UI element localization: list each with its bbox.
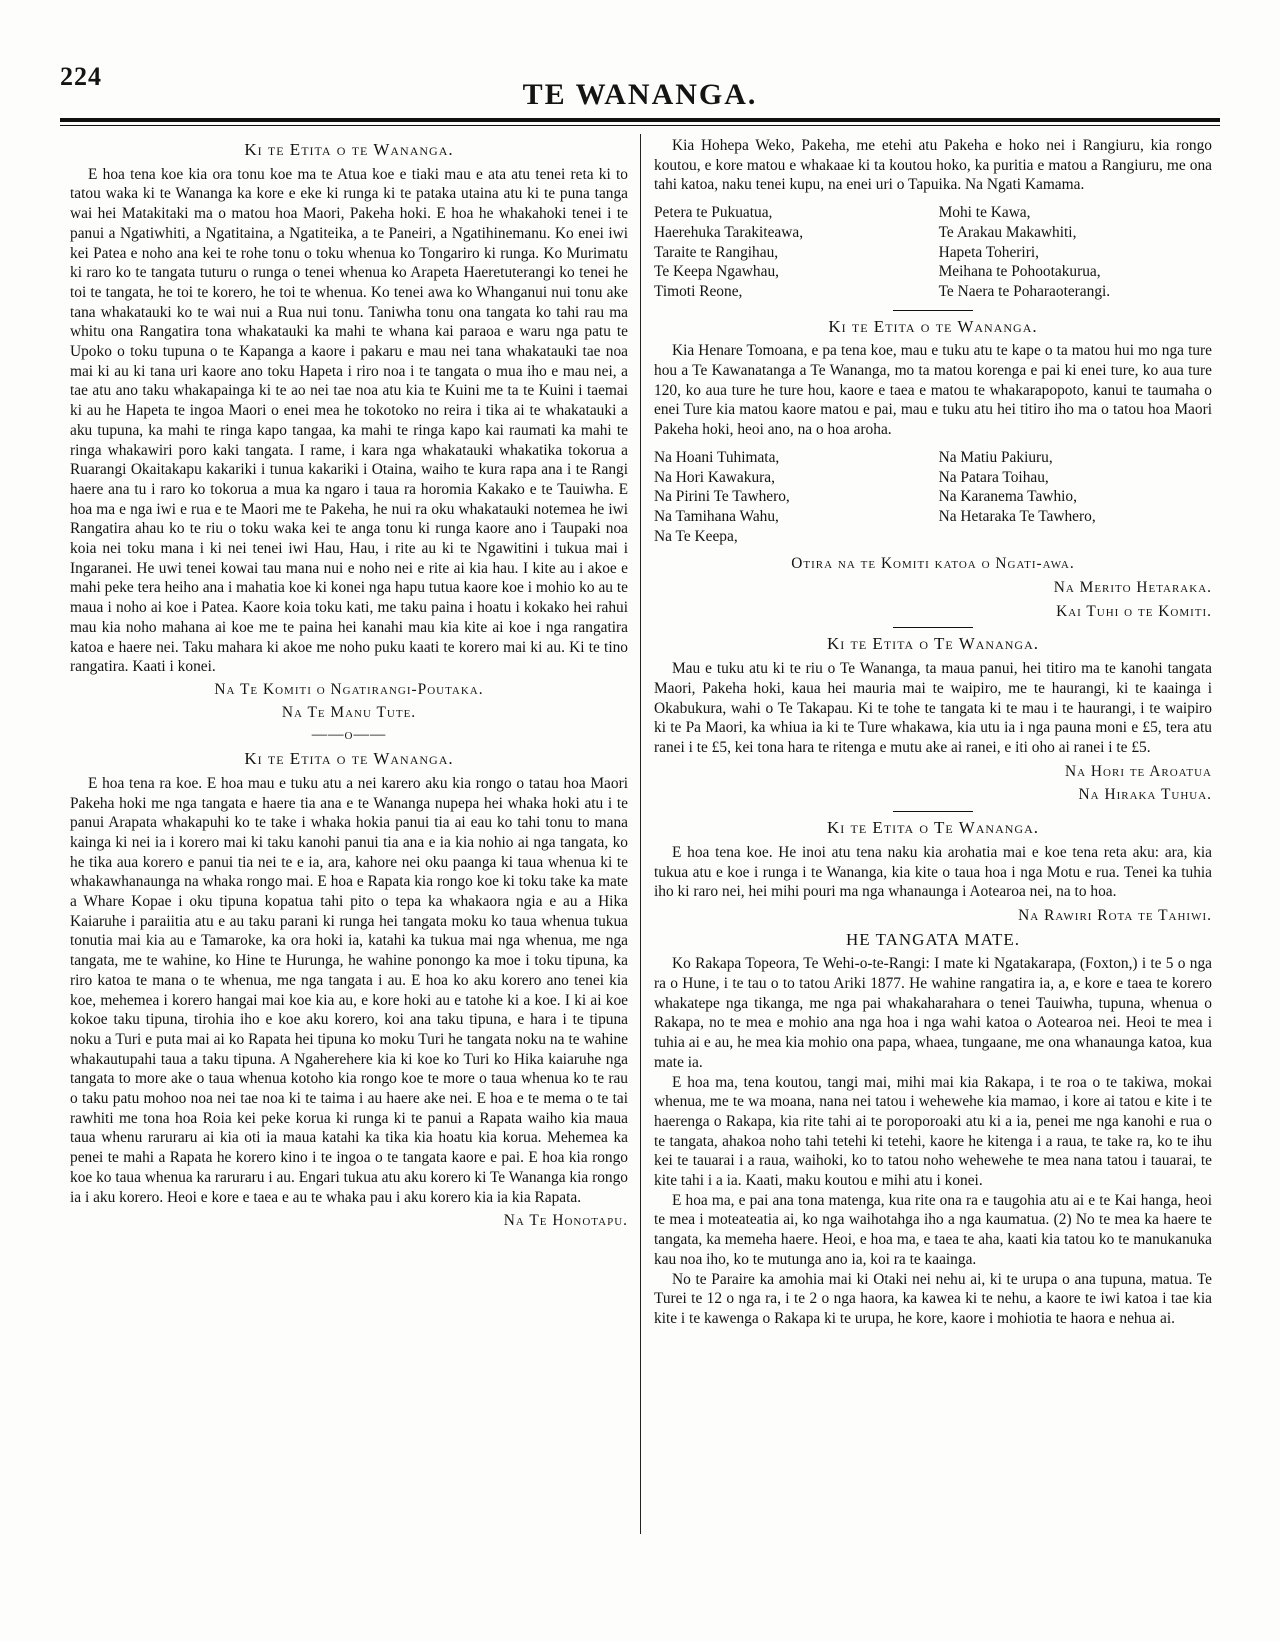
letter-body: E hoa tena ra koe. E hoa mau e tuku atu a nei karero aku kia rongo o tatau hoa Maori Pakeha hoki me nga tangata e haere tia ana e te Wananga nupepa hei whaka hoki atu i te panui Arapata whakapuhi ko te take i whaka hokia panui tia ai eau ko tahi tonu to mana kainga ki nei ia i korero mai ki taku kanohi panui tia ana e ia kia nohio ai nga tangata, ko he tika aua korero e panui tia nei te e ia, ara, kahore nei oku paanga ki taua whenua ki te whakawhanaunga na whaka rongo mai. E hoa e Rapata kia rongo koe ki toku take ka mate a Whare Kopae i oku tipuna kopatua tahi pito o tepa ka whakaora ngia e au a Hika Kaiaruhe i paraiitia atu e au taku parani ki runga hei tangata moku ko taua whenua tukua tonutia mai kia au e Tamaroke, ka ora hoki ia, katahi ka tukua mai nga whenua, me nga tangata, me te wahine, ko Hine te Hurunga, he wahine ponongo ka moe i toku tipuna, ka riro katoa te mana o te whenua, me nga tangata i au. E hoa ko aku korero ano tenei kia koe, mehemea i korero hangai mai koe kia au, e kore hoki au e tatohe ki a koe. I ki ai koe kokoe taku tipuna, tirohia iho e koe aku korero, koi ana taku tipuna, e hara i te tipuna noku a Turi e puta mai ai ko Rapata hei tipuna ko moku Turi he tangata noku na te wahine whakautupahi taua a taku tipuna. A Ngaherehere kia ki koe ko Turi ko Hika kaiaruhe nga tangata to more ake o taua whenua kotoho kia rongo koe te more o taua whenua ko te rau o taku patu mohoo noa nei tae noa ki te taima i au haere ake nei. E hoa e te mema o te tai rawhiti me tona hoa Roia kei peke korua ki runga ki te panui a Rapata waiho kia maua taua whenu raruraru ai kia oti ia maua katahi ka tika kia hoatu kia korua. Mehemea ka penei te mahi a Rapata he korero kino i te ingoa o te tangata kaore e pai. E hoa kia rongo koe ko taua whenua ka raruraru i au. Engari tukua atu aku korero ki Te Wananga kia rongo ia i aku korero. Heoi e kore e taea e au te whaka pau i aku korero kia ia kia Rapata. (70, 774, 628, 1206)
section-rule (893, 627, 973, 628)
signatory: Te Naera te Poharaoterangi. (938, 282, 1111, 300)
letter-body: E hoa tena koe kia ora tonu koe ma te Atua koe e tiaki mau e ata atu tenei reta ki to tatou waka ki te Wananga ka kore e eke ki runga ki te pataka utaina atu ki te puna tanga wai hei Matakitaki ma o matou hoa Maori, Pakeha hoki. E hoa he whakahoki tenei i te panui a Ngatiwhiti, a Ngatitaina, a Ngatiteika, a te Paneiri, a Ngatihinemanu. Ko enei iwi kei Patea e noho ana kei te rohe tonu o toku whenua ko Tongariro ki runga. Ko Murimatu ki raro ko te tangata tuturu o runga o tenei whenua ko Arapeta Haeretuterangi ko tenei he toi te tangata, he toi te korero, he toi te whenua. Ko tenei awa ko Whanganui nui tonu ake tana whakatauki ko te wai nui a Rua nui tonu. Taniwha tonu ona tangata ko tahi rau ma whitu ona Rangatira tona whakatauki ka mahi te whana kai paraoa e waru nga patu te Upoko o toku tupuna o te Kapanga a kaore i pakaru e mau nei tana whakatauki tae noa mai ki au ki tana uri kaore ano toku Hapeta i riro noa i te tangata o mua iho e mau nei, a tae atu ano taku whakapainga ki te ao nei tae noa atu kia te Kuini me ta te Kuini i taemai ki au he Hapeta te ingoa Maori o enei mea he tokotoko no reira i tika ai te whakatauki a aku tupuna, ka mahi te ringa kapo tangaa, ka mahi te ringa kapo kai raumati ka mahi te ringa whakawiri poro kaki tangata. I rame, i kara nga whakatauki whakatika tokorua a Ruarangi Okaitakapu kakariki i tunua kakariki i Otaina, waiho te kura rapa ana i te Rangi haere ana tu i raro ko tokorua a mua ka ngaro i taua ra horomia Kakako e te Tauiwha. E hoa ma e nga iwi e rua e te Maori me te Pakeha, he nui ra oku whakatauki notemea he iwi Rangatira ahau ko te riu o toku waka kei te anga tonu ki runga kaore ano i Taupaki noa koia nei toku mana i ki nei tenei iwi Hau, Hau, i rite au ki te Ngawitini i tukua mai i Ingaranei. He uwi tenei kowai tau mana nui e noho nei e rite ai kia hau. I kite au i akoe e mahi peke tera heiho ana i mahatia koe ki konei nga hapu tutua kaore koe i mohio ko au te maua i noho ai koe i Patea. Kaore koia toku kati, me taku paina i hoatu i kokako hei rahui mau kia noho mahana ai koe me te paina hei kanahi mau kia kite ai koe i nga rangatira katoa e haere nei. Taku mahara ki akoe me noho puku kaati te korero mai ki au. Ki te tino rangatira. Kaati i konei. (70, 165, 628, 676)
letter-signature: Na Te Komiti o Ngatirangi-Poutaka. (214, 680, 484, 698)
left-column (70, 136, 628, 1235)
names-right (939, 203, 1212, 302)
signatory: Na Te Keepa, (654, 527, 738, 545)
signatory: Te Arakau Makawhiti, (938, 223, 1077, 241)
letter-body: Mau e tuku atu ki te riu o Te Wananga, ta maua panui, hei titiro ma te kanohi tangata Maori, Pakeha hoki, kaua hei mauria mai te waipiro, me te haurangi, ki te kaainga i Okabukura, wahi o Te Takapau. Ki te tohe te tangata ki te mau i te haurangi, i te waipiro ki te Pa Maori, ka whiua ia ki te Ture whakawa, kia utu ia i nga pauna moni e £5, tera atu ranei i te £5, kei tona hara te ritenga e mutu ake ai ranei, e iti oho ai ranei i te £5. (654, 660, 1212, 756)
signatory: Na Karanema Tawhio, (938, 488, 1077, 506)
obituary-paragraph: E hoa ma, tena koutou, tangi mai, mihi mai kia Rakapa, i te roa o te takiwa, mokai whenua, me te wa moana, nana nei tatou i wehewehe kia mamao, i kore ai tatou e kite i te haerenga o Rakapa, kia rite tahi ai te poroporoaki atu ki a ia, penei me nga kanohi e rua o te tangata, ahakoa noho tahi tetehi ki tetehi, kaore he kitenga i a raua, te take ra, ko te ihu kei te tauarai i a raua, waihoki, ko to tatou noho wehewehe te mea nana tatou i tauarai, te kite tahi i a ia. Kaati, maku koutou e mihi atu i konei. (654, 1073, 1212, 1190)
letter-signature: Na Hiraka Tuhua. (1078, 786, 1212, 804)
masthead-rule-thin (60, 125, 1220, 126)
obituary-paragraph: Ko Rakapa Topeora, Te Wehi-o-te-Rangi: I mate ki Ngatakarapa, (Foxton,) i te 5 o nga ra o Hune, i te tau o to tatou Ariki 1877. He wahine rangatira ia, a, e kore e taea te korero whakatepe nga tikanga, me nga pai whakaharahara o tenei Tauiwha, tupuna, whenua o Rakapa, no te mea e mohio ana nga hoa i nga wahi katoa o Aotearoa nei. Heoi te mea i tuhia ai e au, he mea kia mohio ona papa, whaea, tungaane, me ona whanaunga katoa, kua mate ia. (654, 955, 1212, 1071)
signatory: Taraite te Rangihau, (654, 243, 779, 261)
names-left (654, 203, 927, 302)
letter-heading: Ki te Etita o te Wananga. (244, 140, 454, 159)
letter-body: Kia Henare Tomoana, e pa tena koe, mau e tuku atu te kape o ta matou hui mo nga ture hou a Te Kawanatanga a Te Wananga, mo ta matou korenga e pai ki enei ture, ko aua ture 120, ko aua ture he ture hou, kaore e taea e matou te whakarapopoto, kanui te taumaha o enei Ture kia matou kaore matou e pai, mau e tuku atu hei titiro iho ma o tatou hoa Maori Pakeha hoki, heoi ano, na o hoa aroha. (654, 342, 1212, 439)
letter-body: Kia Hohepa Weko, Pakeha, me etehi atu Pakeha e hoko nei i Rangiuru, kia rongo koutou, e kore matou e whakaae ki ta koutou hoko, ka puritia e matou a Rangiuru, me ona tahi katoa, naku tenei kupu, na enei uri o Tapuika. Na Ngati Kamama. (654, 137, 1212, 194)
signatories (654, 448, 1212, 547)
signatories (654, 203, 1212, 302)
letter-heading: Ki te Etita o te Wananga. (244, 749, 454, 769)
signatory: Na Matiu Pakiuru, (938, 448, 1053, 466)
letter-body: E hoa tena koe. He inoi atu tena naku kia arohatia mai e koe tena reta aku: ara, kia tukua atu e koe i runga i te Wananga, kia kite o taua hoa i nga Motu e rua. Tenei ka tuhia iho ki raro nei, hei mihi pouri ma nga whanaunga i Aotearoa nei, na to hoa. (654, 843, 1212, 901)
signatory: Haerehuka Tarakiteawa, (654, 223, 804, 241)
signatory: Na Hori Kawakura, (654, 468, 775, 486)
names-left (654, 448, 927, 547)
masthead-rule (60, 118, 1220, 122)
signature-title: Kai Tuhi o te Komiti. (1056, 602, 1212, 620)
signatory: Na Hoani Tuhimata, (654, 448, 780, 466)
section-rule (893, 310, 973, 311)
letter-heading: Ki te Etita o Te Wananga. (827, 818, 1039, 838)
signatory: Timoti Reone, (654, 282, 743, 300)
masthead-title: TE WANANGA. (522, 78, 758, 111)
letter-signature: Na Rawiri Rota te Tahiwi. (1018, 906, 1212, 924)
signatory: Na Hetaraka Te Tawhero, (938, 507, 1096, 525)
signatory: Na Patara Toihau, (938, 468, 1049, 486)
obituary-paragraph: E hoa ma, e pai ana tona matenga, kua rite ona ra e taugohia atu ai e te Kai hanga, heoi te mea i moteateatia ai, ko nga waihotahga iho a nga kaumatua. (2) No te mea ka haere te tangata, ka memeha haere. Heoi, e hoa ma, e taea te aha, kaati kia tatou ko te manukanuka kau noa iho, ko te mutunga ano ia, koi ra te kaainga. (654, 1191, 1212, 1268)
signatory: Meihana te Pohootakurua, (938, 263, 1101, 281)
letter-signature: Na Te Manu Tute. (281, 703, 417, 721)
obituary-paragraph: No te Paraire ka amohia mai ki Otaki nei nehu ai, ki te urupa o ana tupuna, matua. Te Turei te 12 o nga ra, i te 2 o nga haora, ka kawea ki te nehu, a kaore te iwi katoa i tae kia kite i te kawenga o Rakapa ki te urupa, he kore, kaore i mohiotia te haora e nehua ai. (654, 1270, 1212, 1327)
signatory: Hapeta Toheriri, (938, 243, 1039, 261)
signatory: Na Pirini Te Tawhero, (654, 488, 790, 506)
closing-line: Otira na te Komiti katoa o Ngati-awa. (791, 555, 1075, 573)
letter-heading: Ki te Etita o Te Wananga. (827, 634, 1039, 654)
signatory: Te Keepa Ngawhau, (654, 263, 779, 281)
names-right (939, 448, 1212, 547)
signatory: Mohi te Kawa, (938, 204, 1031, 222)
letter-signature: Na Merito Hetaraka. (1053, 579, 1212, 597)
column-divider (640, 134, 641, 1534)
signatory: Petera te Pukuatua, (654, 204, 773, 222)
letter-heading: Ki te Etita o te Wananga. (828, 316, 1038, 336)
page-number: 224 (60, 62, 102, 91)
letter-signature: Na Te Honotapu. (503, 1212, 628, 1230)
letter-signature: Na Hori te Aroatua (1065, 762, 1212, 780)
section-rule (893, 811, 973, 812)
right-column (654, 136, 1212, 1329)
separator: ——o—— (311, 726, 387, 744)
obituary-heading: HE TANGATA MATE. (846, 929, 1020, 949)
signatory: Na Tamihana Wahu, (654, 507, 779, 525)
